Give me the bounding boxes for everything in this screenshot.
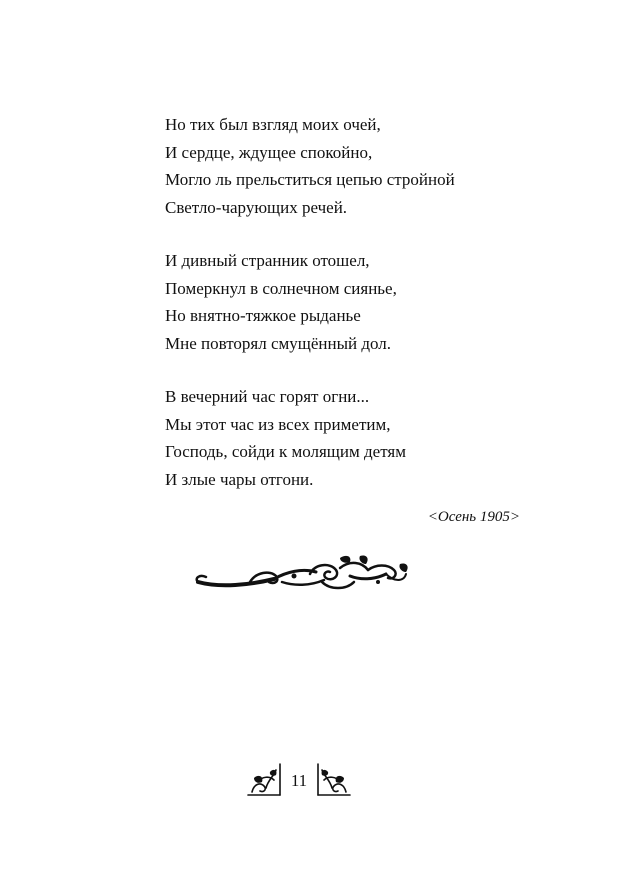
stanza-1 (165, 111, 545, 221)
poem-line: Господь, сойди к молящим детям (165, 442, 406, 461)
poem-line: И сердце, ждущее спокойно, (165, 142, 373, 162)
poem (165, 111, 545, 519)
ornamental-flourish-icon (190, 552, 412, 596)
poem-line: Мне повторял смущённый дол. (165, 333, 392, 353)
poem-line: И дивный странник отошел, (165, 251, 370, 270)
poem-line: В вечерний час горят огни... (165, 387, 370, 406)
poem-line: И злые чары отгони. (165, 469, 314, 489)
page-number: 11 (290, 771, 308, 790)
poem-line: Померкнул в солнечном сиянье, (165, 278, 397, 298)
poem-line: Могло ль прельститься цепью стройной (165, 170, 455, 189)
poem-date: <Осень 1905> (427, 509, 520, 525)
poem-line: Но внятно-тяжкое рыданье (165, 306, 361, 325)
stanza-2 (165, 247, 545, 357)
page-footer (246, 762, 352, 800)
corner-ornament-icon (316, 762, 352, 798)
poem-line: Мы этот час из всех приметим, (165, 414, 391, 434)
stanza-3 (165, 383, 545, 493)
poem-line: Светло-чарующих речей. (165, 197, 348, 217)
poem-line: Но тих был взгляд моих очей, (165, 115, 381, 134)
corner-ornament-icon (246, 762, 282, 798)
